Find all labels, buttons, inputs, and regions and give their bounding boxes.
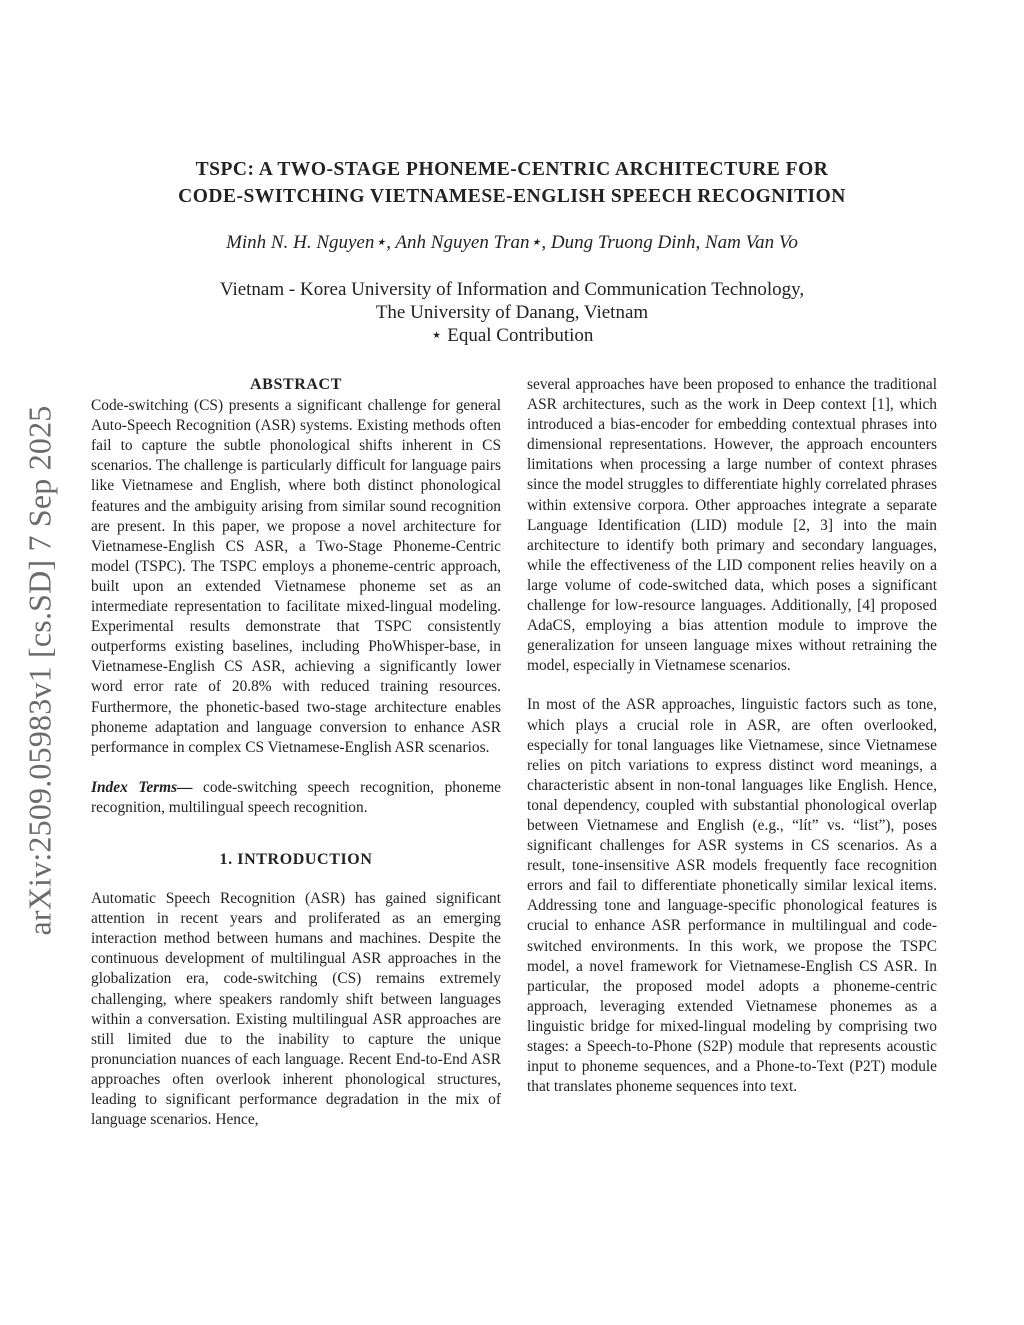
author-list: Minh N. H. Nguyen⋆, Anh Nguyen Tran⋆, Dung Truong Dinh, Nam Van Vo (226, 232, 798, 253)
affiliation-line-1: Vietnam - Korea University of Information and Communication Technology, (219, 279, 805, 300)
abstract-heading: ABSTRACT (250, 376, 342, 393)
title-line-1: TSPC: A TWO-STAGE PHONEME-CENTRIC ARCHITECTURE FOR (195, 159, 829, 180)
arxiv-sidebar (10, 380, 70, 960)
title-line-2: CODE-SWITCHING VIETNAMESE-ENGLISH SPEECH RECOGNITION (178, 186, 846, 207)
arxiv-identifier: arXiv:2509.05983v1 [cs.SD] 7 Sep 2025 (21, 404, 58, 936)
affiliation (60, 278, 964, 347)
intro-paragraph-1-start: Automatic Speech Recognition (ASR) has gained significant attention in recent years and proliferated as an emerging interaction method between humans and machines. Despite the continuous development of multilingual ASR approaches in the globalization era, code-switching (CS) remains extremely challenging, where speakers randomly shift between languages within a conversation. Existing multilingual ASR approaches are still limited due to the inability to capture the unique pronunciation nuances of each language. Recent End-to-End ASR approaches often overlook inherent phonological structures, leading to significant performance degradation in the mix of language scenarios. Hence, (91, 890, 501, 1129)
equal-contribution-note: ⋆ Equal Contribution (430, 325, 594, 346)
affiliation-line-2: The University of Danang, Vietnam (375, 302, 649, 323)
index-terms-text: code-switching speech recognition, phoneme recognition, multilingual speech recognition. (91, 778, 501, 816)
left-column (91, 375, 501, 1130)
right-column (527, 375, 937, 1097)
intro-paragraph-1-continued: several approaches have been proposed to enhance the traditional ASR architectures, such as the work in Deep context [1], which introduced a bias-encoder for embedding contextual phrases into dimensional representations. However, the approach encounters limitations when processing a large number of context phrases since the model struggles to differentiate highly correlated phrases within extensive corpora. Other approaches integrate a separate Language Identification (LID) module [2, 3] into the main architecture to identify both primary and secondary languages, while the effectiveness of the LID component relies heavily on a large volume of code-switched data, which poses a significant challenge for low-resource languages. Additionally, [4] proposed AdaCS, employing a bias attention module to improve the generalization for unseen language mixes without retraining the model, especially in Vietnamese scenarios. (527, 376, 937, 675)
paper-title (60, 156, 964, 210)
introduction-heading: 1. INTRODUCTION (219, 850, 373, 868)
index-terms-label: Index Terms— (91, 778, 193, 796)
abstract-text: Code-switching (CS) presents a significant challenge for general Auto-Speech Recognition (ASR) systems. Existing methods often fail to capture the subtle phonological shifts inherent in CS scenarios. The challenge is particularly difficult for language pairs like Vietnamese and English, where both distinct phonological features and the ambiguity arising from similar sound recognition are present. In this paper, we propose a novel architecture for Vietnamese-English CS ASR, a Two-Stage Phoneme-Centric model (TSPC). The TSPC employs a phoneme-centric approach, built upon an extended Vietnamese phoneme set as an intermediate representation to facilitate mixed-lingual modeling. Experimental results demonstrate that TSPC consistently outperforms existing baselines, including PhoWhisper-base, in Vietnamese-English CS ASR, achieving a significantly lower word error rate of 20.8% with reduced training resources. Furthermore, the phonetic-based two-stage architecture enables phoneme adaptation and language conversion to enhance ASR performance in complex CS Vietnamese-English ASR scenarios. (91, 397, 501, 756)
intro-paragraph-2: In most of the ASR approaches, linguistic factors such as tone, which plays a crucial role in ASR, are often overlooked, especially for tonal languages like Vietnamese, since Vietnamese relies on pitch variations to express distinct word meanings, a characteristic absent in non-tonal languages like English. Hence, tonal dependency, coupled with substantial phonological overlap between Vietnamese and English (e.g., “lít” vs. “list”), poses significant challenges for ASR systems in CS scenarios. As a result, tone-insensitive ASR models frequently face recognition errors and fail to differentiate phonetically similar lexical items. Addressing tone and language-specific phonological features is crucial to enhance ASR performance in multilingual and code-switched environments. In this work, we propose the TSPC model, a novel framework for Vietnamese-English CS ASR. In particular, the proposed model adopts a phoneme-centric approach, leveraging extended Vietnamese phonemes as a linguistic bridge for mixed-lingual modeling by comprising two stages: a Speech-to-Phone (S2P) module that represents acoustic input to phoneme sequences, and a Phone-to-Text (P2T) module that translates phoneme sequences into text. (527, 696, 937, 1096)
index-terms (91, 778, 501, 818)
